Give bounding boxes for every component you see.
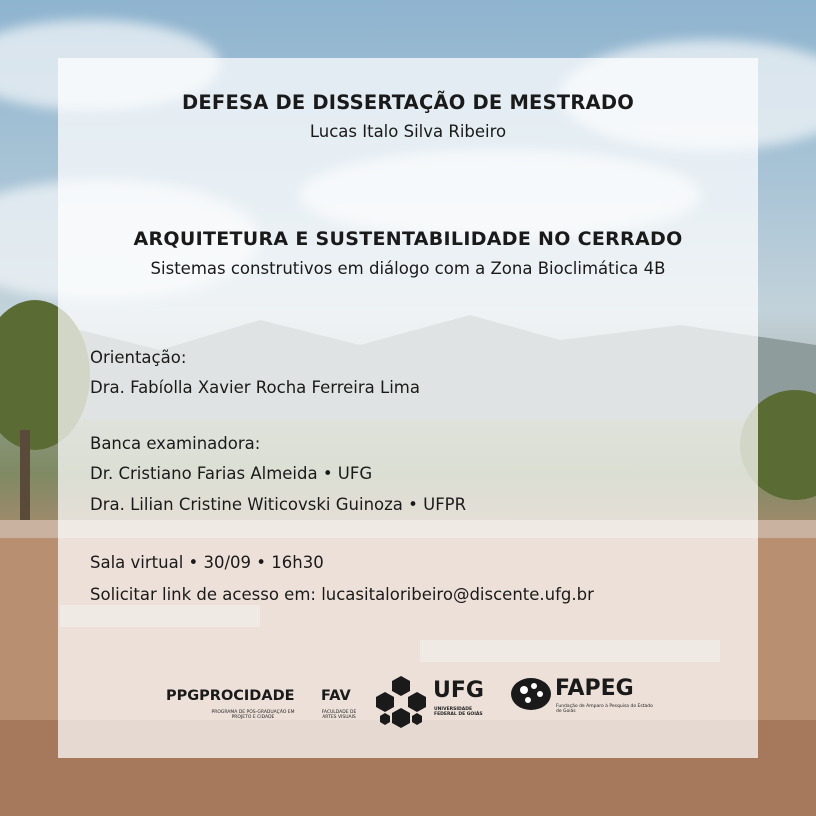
committee-label: Banca examinadora: xyxy=(90,434,261,453)
access-link-text[interactable]: Solicitar link de acesso em: lucasitaloribeiro@discente.ufg.br xyxy=(90,585,594,604)
advisor-label: Orientação: xyxy=(90,348,187,367)
author-name: Lucas Italo Silva Ribeiro xyxy=(309,122,507,141)
ufg-emblem-icon xyxy=(372,676,430,728)
committee-member: Dra. Lilian Cristine Witicovski Guinoza • UFPR xyxy=(90,495,467,514)
advisor-name: Dra. Fabíolla Xavier Rocha Ferreira Lima xyxy=(90,378,420,397)
sponsor-logos: PPGPROCIDADE PROGRAMA DE PÓS-GRADUAÇÃO EM PROJETO E CIDADE FAV FACULDADE DE ARTES VISUAIS UFG UNIVERSIDADE FEDERAL DE GOIÁS FAPEG Fundação de Amparo à Pesquisa do Estado de Goiás xyxy=(58,670,758,730)
committee-member: Dr. Cristiano Farias Almeida • UFG xyxy=(90,464,373,483)
info-panel xyxy=(58,58,758,758)
fapeg-emblem-icon xyxy=(510,676,552,712)
event-title: DEFESA DE DISSERTAÇÃO DE MESTRADO xyxy=(182,91,634,114)
thesis-title: ARQUITETURA E SUSTENTABILIDADE NO CERRADO xyxy=(133,228,683,250)
thesis-subtitle: Sistemas construtivos em diálogo com a Zona Bioclimática 4B xyxy=(150,259,666,278)
event-details: Sala virtual • 30/09 • 16h30 xyxy=(90,553,324,572)
